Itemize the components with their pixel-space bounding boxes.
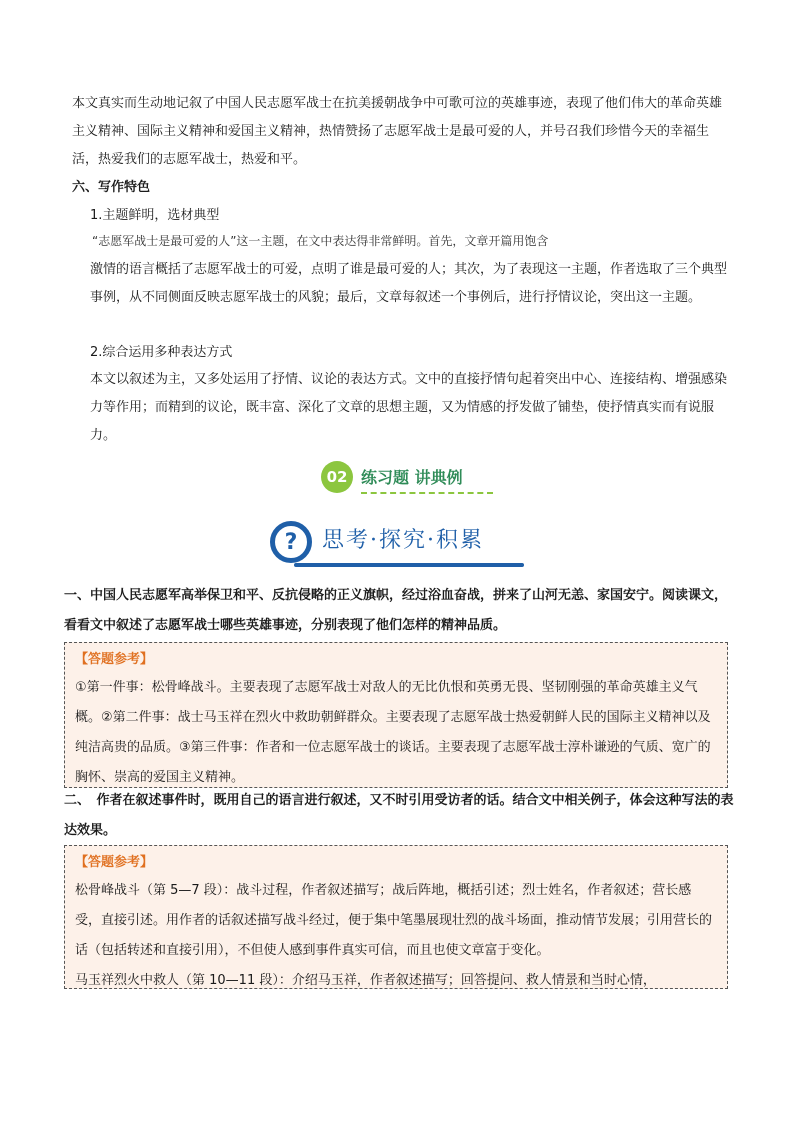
thinking-banner xyxy=(270,519,526,567)
intro-paragraph: 本文真实而生动地记叙了中国人民志愿军战士在抗美援朝战争中可歌可泣的英雄事迹，表现了他们伟大的革命英雄主义精神、国际主义精神和爱国主义精神，热情赞扬了志愿军战士是最可爱的人，并号召我们珍惜今天的幸福生活，热爱我们的志愿军战士，热爱和平。 xyxy=(72,96,723,167)
answer-text: 松骨峰战斗（第 5—7 段）：战斗过程，作者叙述描写；战后阵地，概括引述；烈士姓名，作者叙述；营长感受，直接引述。用作者的话叙述描写战斗经过，便于集中笔墨展现壮烈的战斗场面，推动情节发展；引用营长的话（包括转述和直接引用），不但使人感到事件真实可信，而且也使文章富于变化。 xyxy=(75,883,713,958)
badge-underline xyxy=(361,492,493,494)
answer-label: 【答题参考】 xyxy=(75,652,154,667)
answer-box-1 xyxy=(64,642,728,788)
badge-number: 02 xyxy=(321,461,353,493)
answer-text: ①第一件事：松骨峰战斗。主要表现了志愿军战士对敌人的无比仇恨和英勇无畏、坚韧刚强的革命英雄主义气概。②第二件事：战士马玉祥在烈火中救助朝鲜群众。主要表现了志愿军战士热爱朝鲜人民的国际主义精神以及纯洁高贵的品质。③第三件事：作者和一位志愿军战士的谈话。主要表现了志愿军战士淳朴谦逊的气质、宽广的胸怀、崇高的爱国主义精神。 xyxy=(75,680,711,785)
question-1: 一、中国人民志愿军高举保卫和平、反抗侵略的正义旗帜，经过浴血奋战，拼来了山河无恙、家国安宁。阅读课文，看看文中叙述了志愿军战士哪些英雄事迹，分别表现了他们怎样的精神品质。 xyxy=(64,588,728,633)
banner-text: 思考·探究·积累 xyxy=(322,528,484,553)
banner-underline xyxy=(294,563,524,567)
answer-box-2 xyxy=(64,845,728,989)
answer-label: 【答题参考】 xyxy=(75,855,154,870)
point1-title: 1.主题鲜明，选材典型 xyxy=(90,208,220,223)
answer-text: 马玉祥烈火中救人（第 10—11 段）：介绍马玉祥，作者叙述描写；回答提问、救人情景和当时心情， xyxy=(75,973,656,988)
question-2: 二、 作者在叙述事件时，既用自己的语言进行叙述，又不时引用受访者的话。结合文中相关例子，体会这种写法的表达效果。 xyxy=(64,793,734,838)
badge-title: 练习题 讲典例 xyxy=(361,468,463,487)
point2-text: 本文以叙述为主，又多处运用了抒情、议论的表达方式。文中的直接抒情句起着突出中心、连接结构、增强感染力等作用；而精到的议论，既丰富、深化了文章的思想主题，又为情感的抒发做了铺垫，使抒情真实而有说服力。 xyxy=(90,372,728,443)
section-heading-writing-features: 六、写作特色 xyxy=(72,180,151,195)
point1-text: 激情的语言概括了志愿军战士的可爱，点明了谁是最可爱的人；其次，为了表现这一主题，作者选取了三个典型事例，从不同侧面反映志愿军战士的风貌；最后，文章每叙述一个事例后，进行抒情议论，突出这一主题。 xyxy=(90,262,728,305)
question-icon: ? xyxy=(270,521,312,563)
point1-quote-line: “志愿军战士是最可爱的人”这一主题，在文中表达得非常鲜明。首先，文章开篇用饱含 xyxy=(92,234,549,248)
point2-title: 2.综合运用多种表达方式 xyxy=(90,345,233,360)
section-badge xyxy=(321,459,496,495)
